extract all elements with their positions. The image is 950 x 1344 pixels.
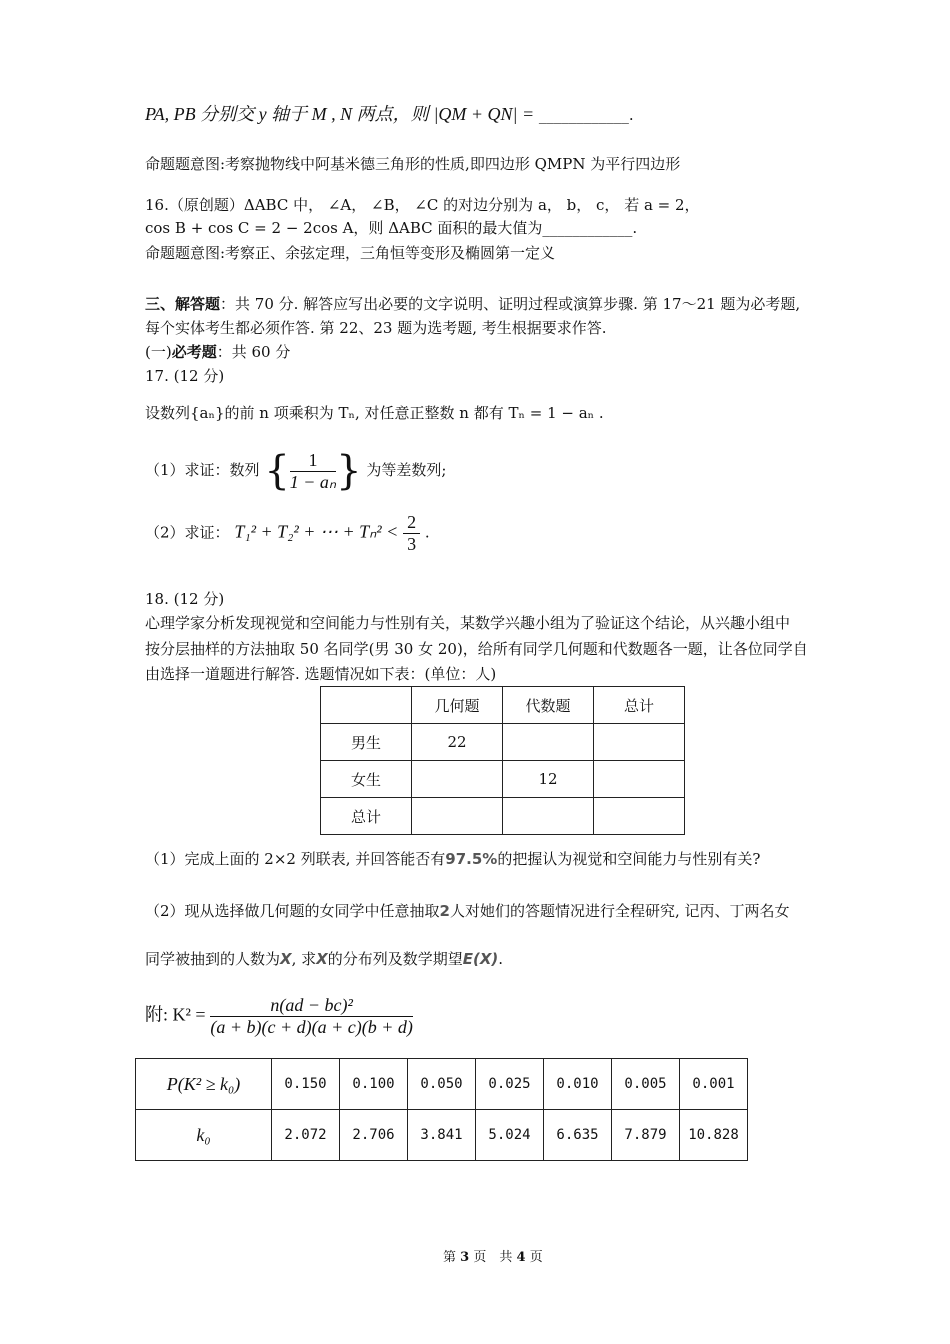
- table-cell: 12: [503, 761, 594, 798]
- p1-text: 的把握认为视觉和空间能力与性别有关?: [497, 850, 761, 868]
- sub-rest: ：共 60 分: [216, 343, 291, 361]
- table-cell: 10.828: [680, 1110, 748, 1161]
- q18-part1: [145, 848, 760, 869]
- table-cell: [594, 761, 685, 798]
- table-cell: [412, 761, 503, 798]
- q16-intent: 命题题意图:考察正、余弦定理，三角恒等变形及椭圆第一定义: [145, 244, 556, 262]
- table-cell: [503, 798, 594, 835]
- numerator: n(ad − bc)²: [210, 995, 413, 1017]
- q18-line: 心理学家分析发现视觉和空间能力与性别有关，某数学兴趣小组为了验证这个结论，从兴趣小组中: [145, 614, 791, 632]
- fraction: [290, 450, 336, 493]
- q15-text: PA, PB 分别交 y 轴于 M , N 两点，则: [145, 104, 429, 124]
- brace-left: {: [264, 448, 290, 494]
- table-cell: P(K² ≥ k₀): [136, 1059, 272, 1110]
- sub-title: 必考题: [171, 343, 217, 361]
- footer-text: 页: [529, 1250, 543, 1265]
- numerator: 2: [403, 512, 420, 534]
- table-cell: 6.635: [544, 1110, 612, 1161]
- table-cell: 3.841: [408, 1110, 476, 1161]
- table-cell: [594, 724, 685, 761]
- p2-text: 人对她们的答题情况进行全程研究, 记丙、丁两名女: [449, 902, 790, 920]
- section-text: ：共 70 分. 解答应写出必要的文字说明、证明过程或演算步骤. 第 17～21 题为必考题,: [220, 295, 801, 313]
- table-cell: 2.072: [272, 1110, 340, 1161]
- q17-header: 17. (12 分): [145, 367, 225, 385]
- brace-right: }: [336, 448, 362, 494]
- q18-part2-cont: [145, 948, 503, 969]
- table-cell: [321, 687, 412, 724]
- p2-text: , 求: [291, 950, 317, 968]
- subsection: [145, 341, 290, 362]
- table-row: [136, 1059, 748, 1110]
- var-x: X: [316, 950, 328, 968]
- q16-line2: [145, 217, 637, 238]
- fraction: [210, 995, 413, 1038]
- table-cell: 0.050: [408, 1059, 476, 1110]
- table-cell: 22: [412, 724, 503, 761]
- numerator: 1: [290, 450, 336, 472]
- section3-line1: [145, 293, 800, 314]
- contingency-table: [320, 686, 685, 835]
- footer-text: 页 共: [473, 1250, 513, 1265]
- p1-suffix: 为等差数列;: [366, 461, 447, 479]
- q16-line1: 16.（原创题）ΔABC 中， ∠A， ∠B， ∠C 的对边分别为 a， b， c， 若 a = 2，: [145, 196, 700, 214]
- table-cell: 0.025: [476, 1059, 544, 1110]
- p2-expr: T₁² + T₂² + ⋯ + Tₙ² <: [234, 521, 399, 542]
- table-cell: [503, 724, 594, 761]
- table-cell: 7.879: [612, 1110, 680, 1161]
- q16-text: cos B + cos C = 2 − 2cos A，则 ΔABC 面积的最大值为: [145, 219, 543, 237]
- denominator: (a + b)(c + d)(a + c)(b + d): [210, 1017, 413, 1037]
- p2-text: 的分布列及数学期望: [327, 950, 463, 968]
- table-row: [321, 761, 685, 798]
- table-row: [321, 724, 685, 761]
- p2-count: 2: [439, 902, 450, 920]
- section-title: 三、解答题: [145, 295, 221, 313]
- table-cell: 几何题: [412, 687, 503, 724]
- q15-end: .: [628, 106, 634, 124]
- table-cell: k₀: [136, 1110, 272, 1161]
- table-cell: 男生: [321, 724, 412, 761]
- fraction: [403, 512, 420, 555]
- critical-value-table: [135, 1058, 748, 1161]
- p2-text: （2）现从选择做几何题的女同学中任意抽取: [145, 902, 440, 920]
- q18-part2: [145, 900, 790, 921]
- table-row: [321, 798, 685, 835]
- table-row: [136, 1110, 748, 1161]
- table-cell: 0.150: [272, 1059, 340, 1110]
- q18-line: 由选择一道题进行解答. 选题情况如下表：(单位：人): [145, 665, 497, 683]
- footer-text: 第: [443, 1250, 457, 1265]
- table-row: [321, 687, 685, 724]
- q18-line: 按分层抽样的方法抽取 50 名同学(男 30 女 20)，给所有同学几何题和代数题各一题，让各位同学自: [145, 640, 808, 658]
- k2-formula: [145, 995, 413, 1038]
- table-cell: 0.005: [612, 1059, 680, 1110]
- answer-blank: ____________: [542, 219, 633, 237]
- p1-prefix: （1）求证：数列: [145, 461, 260, 479]
- table-cell: 0.100: [340, 1059, 408, 1110]
- table-cell: 5.024: [476, 1110, 544, 1161]
- q18-header: 18. (12 分): [145, 590, 225, 608]
- table-cell: 女生: [321, 761, 412, 798]
- q15-tail: [145, 100, 634, 126]
- var-x: X: [280, 950, 292, 968]
- q15-intent: 命题题意图:考察抛物线中阿基米德三角形的性质,即四边形 QMPN 为平行四边形: [145, 155, 681, 173]
- q17-stem: 设数列{aₙ}的前 n 项乘积为 Tₙ, 对任意正整数 n 都有 Tₙ = 1 − aₙ .: [145, 404, 604, 422]
- table-cell: 代数题: [503, 687, 594, 724]
- p2-text: 同学被抽到的人数为: [145, 950, 281, 968]
- p2-end: .: [498, 950, 504, 968]
- q17-part2: [145, 512, 430, 555]
- answer-blank: ____________: [538, 106, 629, 124]
- table-cell: [412, 798, 503, 835]
- page-number: 3: [460, 1250, 470, 1265]
- p1-text: （1）完成上面的 2×2 列联表, 并回答能否有: [145, 850, 446, 868]
- page-footer: [443, 1246, 543, 1265]
- table-cell: 总计: [321, 798, 412, 835]
- table-cell: 总计: [594, 687, 685, 724]
- confidence-level: 97.5%: [445, 850, 498, 868]
- table-cell: 0.001: [680, 1059, 748, 1110]
- table-cell: [594, 798, 685, 835]
- denominator: 1 − aₙ: [289, 471, 337, 492]
- q17-part1: [145, 448, 446, 494]
- q16-end: .: [632, 219, 638, 237]
- q15-expr: |QM + QN| =: [433, 104, 535, 124]
- page-total: 4: [516, 1250, 526, 1265]
- p2-prefix: （2）求证：: [145, 523, 230, 542]
- denominator: 3: [407, 534, 417, 554]
- p2-end: .: [424, 523, 430, 542]
- formula-prefix: 附: K² =: [145, 1004, 206, 1025]
- table-cell: 0.010: [544, 1059, 612, 1110]
- table-cell: 2.706: [340, 1110, 408, 1161]
- sub-prefix: (一): [145, 343, 172, 361]
- expectation: E(X): [462, 950, 499, 968]
- section3-line2: 每个实体考生都必须作答. 第 22、23 题为选考题, 考生根据要求作答.: [145, 319, 607, 337]
